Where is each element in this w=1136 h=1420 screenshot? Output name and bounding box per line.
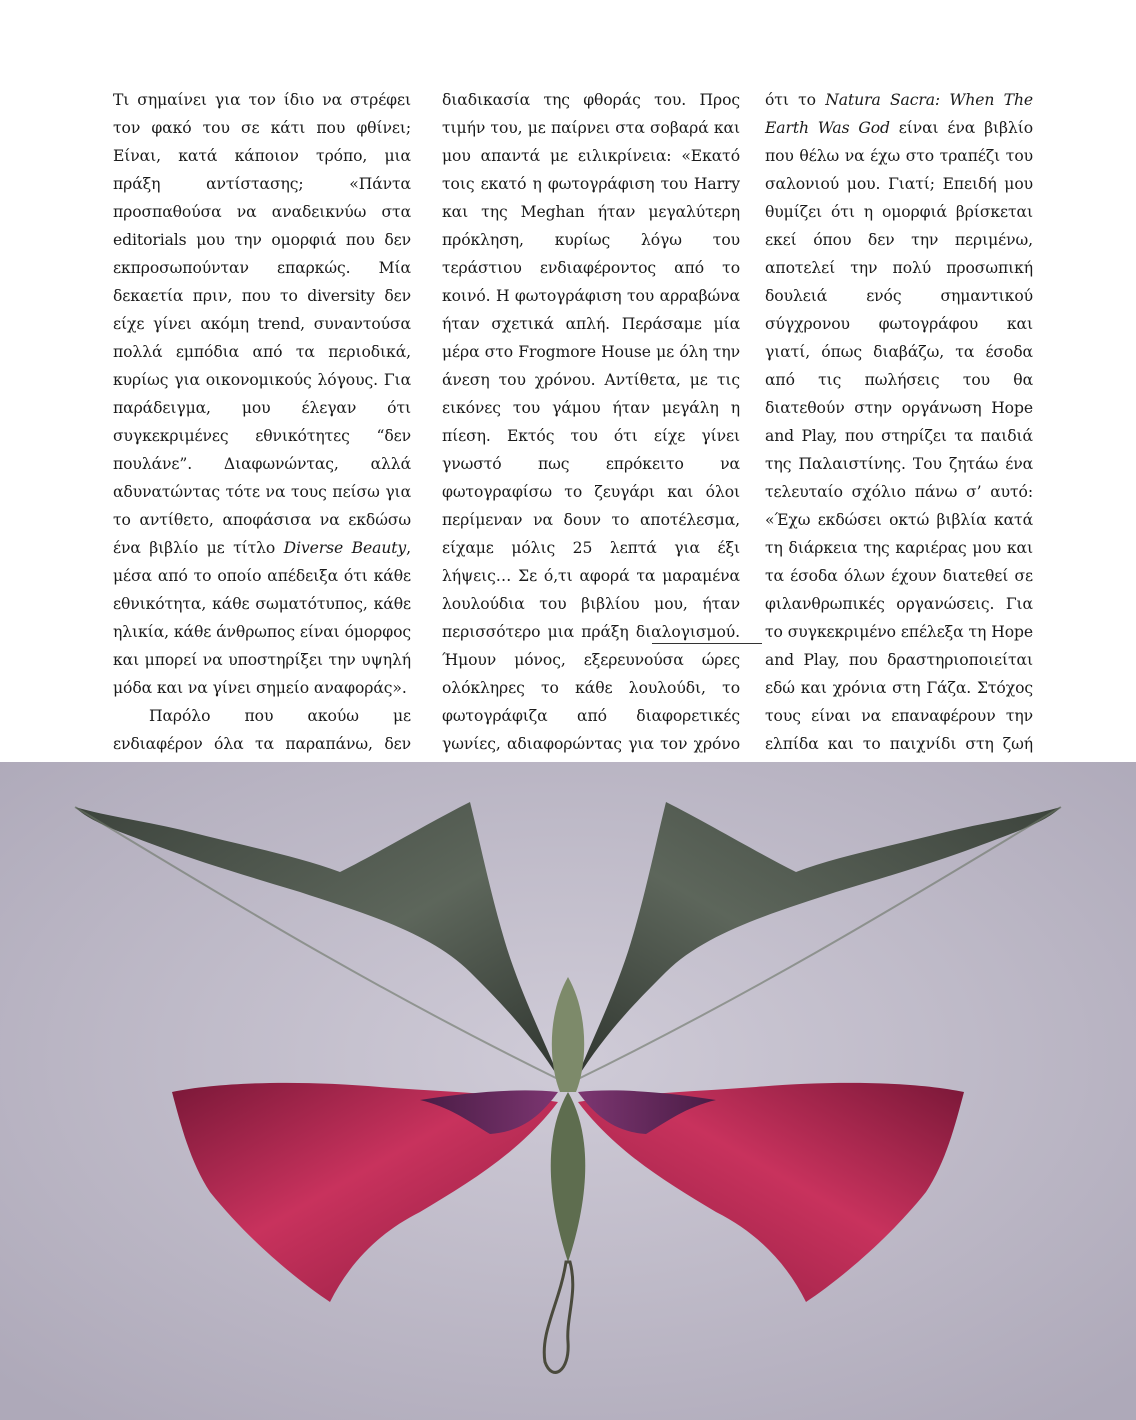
paragraph: Τι σημαίνει για τον ίδιο να στρέφει τον φακό του σε κάτι που φθίνει; Είναι, κατά κάποιον τρόπο, μια πράξη αντίστασης; «Πάντα προσπαθούσα να αναδεικνύω στα editorials μου την ομορφιά που δεν εκπροσωπούνταν επαρκώς. Μία δεκαετία πριν, που το diversity δεν είχε γίνει ακόμη trend, συναντούσα πολλά εμπόδια από τα περιοδικά, κυρίως για οικονομικούς λόγους. Για παράδειγμα, μου έλεγαν ότι συγκεκριμένες εθνικότητες “δεν πουλάνε”. Διαφωνώντας, αλλά αδυνατώντας τότε να τους πείσω για το αντίθετο, αποφάσισα να εκδώσω ένα βιβλίο με τίτλο Diverse Beauty, μέσα από το οποίο απέδειξα ότι κάθε εθνικότητα, κάθε σωματότυπος, κάθε ηλικία, κάθε άνθρωπος είναι όμορφος και μπορεί να υποστηρίξει την υψηλή μόδα και να γίνει σημείο αναφοράς». — [113, 91, 411, 697]
paragraph: διαδικασία της φθοράς του. Προς τιμήν του, με παίρνει στα σοβαρά και μου απαντά με ειλικρίνεια: «Εκατό τοις εκατό η φωτογράφιση του Harry και της Meghan ήταν μεγαλύτερη πρόκληση, κυρίως λόγω του τεράστιου ενδιαφέροντος από το κοινό. Η φωτογράφιση του αρραβώνα ήταν σχετικά απλή. Περάσαμε μία μέρα στο Frogmore House με όλη την άνεση του χρόνου. Αντίθετα, με τις εικόνες του γάμου ήταν μεγάλη η πίεση. Εκτός του ότι είχε γίνει γνωστό πως επρόκειτο να φωτογραφίσω το ζευγάρι και όλοι περίμεναν να δουν το αποτέλεσμα, είχαμε μόλις 25 λεπτά για έξι λήψεις… Σε ό,τι αφορά τα μαραμένα λουλούδια του βιβλίου μου, ήταν περισσότερο μια πράξη διαλογισμού. Ήμουν μόνος, εξερευνούσα ώρες ολόκληρες το κάθε λουλούδι, το φωτογράφιζα από διαφορετικές γωνίες, αδιαφορώντας για τον χρόνο — [442, 91, 740, 753]
paragraph: Παρόλο που ακούω με ενδιαφέρον όλα τα παραπάνω, δεν — [113, 707, 411, 753]
book-title: Diverse Beauty — [283, 539, 407, 557]
article-text — [113, 86, 1034, 753]
footnote-divider — [652, 643, 762, 644]
butterfly-illustration — [0, 762, 1136, 1420]
book-title: Natura Sacra: When The Earth Was God — [765, 91, 1034, 137]
text-column-1 — [113, 86, 411, 870]
butterfly-flower-photo — [0, 762, 1136, 1420]
paragraph: ότι το Natura Sacra: When The Earth Was God είναι ένα βιβλίο που θέλω να έχω στο τραπέζι του σαλονιού μου. Γιατί; Επειδή μου θυμίζει ότι η ομορφιά βρίσκεται εκεί όπου δεν την περιμένω, αποτελεί την πολύ προσωπική δουλειά ενός σημαντικού σύγχρονου φωτογράφου και γιατί, όπως διαβάζω, τα έσοδα από τις πωλήσεις του θα διατεθούν στην οργάνωση Hope and Play, που στηρίζει τα παιδιά της Παλαιστίνης. Του ζητάω ένα τελευταίο σχόλιο πάνω σ’ αυτό: «Έχω εκδώσει οκτώ βιβλία κατά τη διάρκεια της καριέρας μου και τα έσοδα όλων έχουν διατεθεί σε φιλανθρωπικές οργανώσεις. Για το συγκεκριμένο επέλεξα τη Hope and Play, που δραστηριοποιείται εδώ και χρόνια στη Γάζα. Στόχος τους είναι να επαναφέρουν την ελπίδα και το παιχνίδι στη ζωή — [765, 91, 1034, 753]
